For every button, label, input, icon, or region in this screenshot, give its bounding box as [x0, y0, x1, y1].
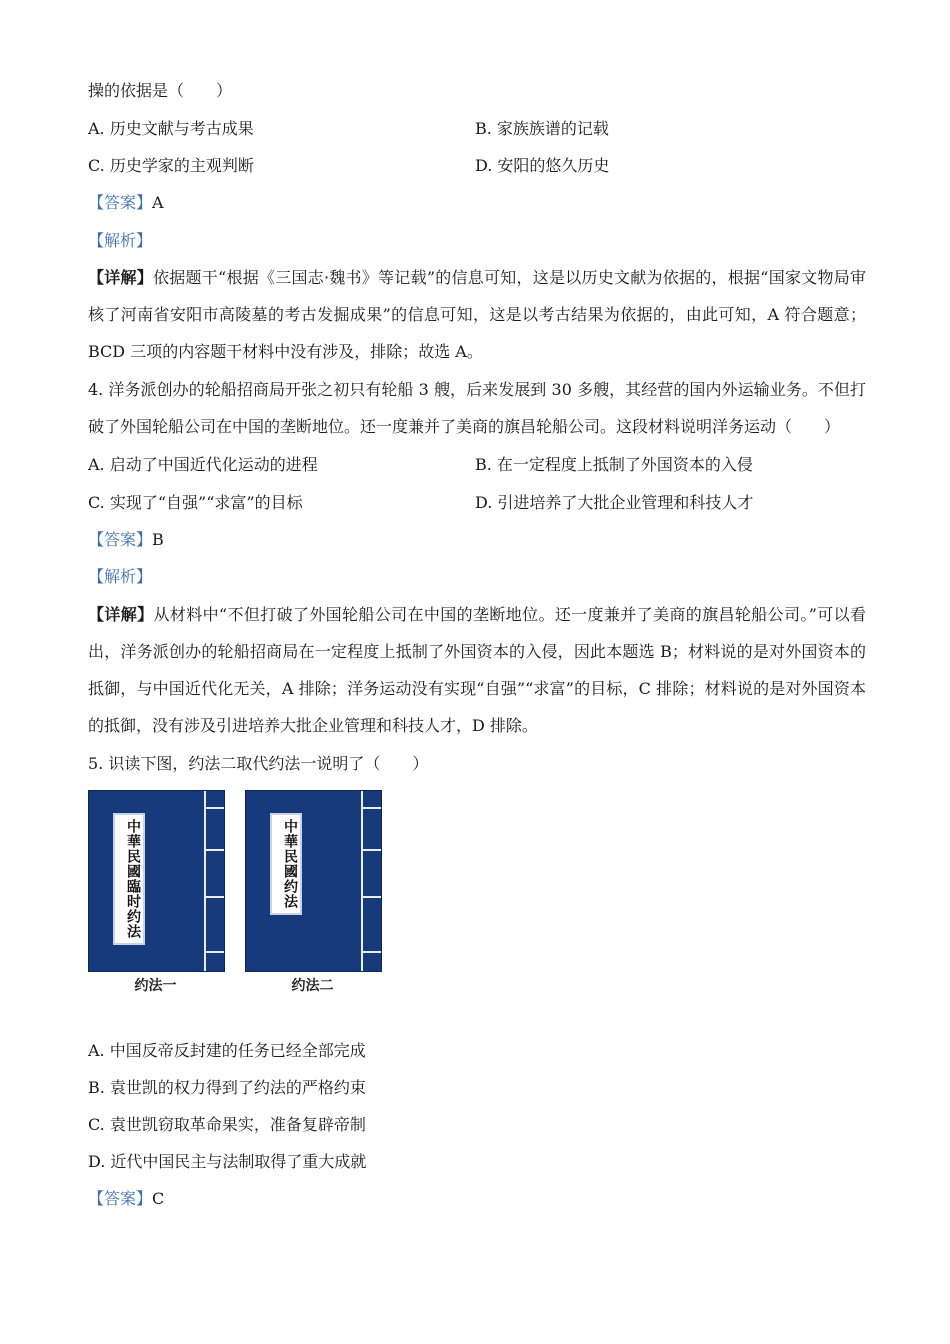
answer-value: A — [152, 193, 164, 212]
q4-option-b: B. 在一定程度上抵制了外国资本的入侵 — [475, 455, 753, 474]
book-caption-1: 约法一 — [134, 978, 177, 994]
book-title-label: 中華民國臨时约法 — [113, 813, 145, 945]
q3-analysis-tag: 【解析】 — [88, 231, 153, 250]
answer-tag: 【答案】 — [88, 193, 153, 212]
book-caption-2: 约法二 — [291, 978, 334, 994]
answer-tag: 【答案】 — [88, 1189, 153, 1208]
answer-value: C — [152, 1189, 165, 1208]
q3-answer — [88, 192, 164, 214]
detail-tag: 【详解】 — [88, 268, 154, 287]
q4-stem: 4. 洋务派创办的轮船招商局开张之初只有轮船 3 艘，后来发展到 30 多艘，其经营的国内外运输业务。不但打破了外国轮船公司在中国的垄断地位。还一度兼并了美商的旗昌轮船公司。这段材料说明洋务运动（ ） — [88, 380, 866, 436]
detail-text: 依据题干“根据《三国志·魏书》等记载”的信息可知，这是以历史文献为依据的，根据“国家文物局审核了河南省安阳市高陵墓的考古发掘成果”的信息可知，这是以考古结果为依据的，由此可知，A 符合题意；BCD 三项的内容题干材料中没有涉及，排除；故选 A。 — [88, 268, 866, 361]
q4-option-c: C. 实现了“自强”“求富”的目标 — [88, 493, 303, 512]
detail-tag: 【详解】 — [88, 605, 154, 624]
q5-option-b: B. 袁世凯的权力得到了约法的严格约束 — [88, 1078, 366, 1097]
q5-stem: 5. 识读下图，约法二取代约法一说明了（ ） — [88, 754, 429, 773]
q3-option-c: C. 历史学家的主观判断 — [88, 156, 254, 175]
q5-option-a: A. 中国反帝反封建的任务已经全部完成 — [88, 1041, 366, 1060]
book-cover-2 — [245, 790, 382, 972]
q5-option-d: D. 近代中国民主与法制取得了重大成就 — [88, 1152, 367, 1171]
answer-value: B — [152, 530, 164, 549]
q4-option-a: A. 启动了中国近代化运动的进程 — [88, 455, 318, 474]
book-cover-1 — [88, 790, 225, 972]
q4-detail — [88, 596, 866, 744]
q5-option-c: C. 袁世凯窃取革命果实，准备复辟帝制 — [88, 1115, 366, 1134]
answer-tag: 【答案】 — [88, 530, 153, 549]
detail-text: 从材料中“不但打破了外国轮船公司在中国的垄断地位。还一度兼并了美商的旗昌轮船公司。”可以看出，洋务派创办的轮船招商局在一定程度上抵制了外国资本的入侵，因此本题选 B；材料说的是对外国资本的抵御，与中国近代化无关，A 排除；洋务运动没有实现“自强”“求富”的目标，C 排除；材料说的是对外国资本的抵御，没有涉及引进培养大批企业管理和科技人才，D 排除。 — [88, 605, 866, 735]
q3-option-a: A. 历史文献与考古成果 — [88, 119, 254, 138]
q4-analysis-tag: 【解析】 — [88, 567, 153, 586]
q4-option-d: D. 引进培养了大批企业管理和科技人才 — [475, 493, 754, 512]
book-title-label: 中華民國约法 — [270, 813, 302, 915]
q3-option-b: B. 家族族谱的记载 — [475, 119, 609, 138]
book-binding — [204, 791, 224, 971]
q3-stem-tail: 操的依据是（ ） — [88, 81, 233, 100]
q5-answer — [88, 1188, 164, 1210]
q3-detail — [88, 259, 866, 370]
book-binding — [361, 791, 381, 971]
q4-answer — [88, 529, 164, 551]
q3-option-d: D. 安阳的悠久历史 — [475, 156, 610, 175]
